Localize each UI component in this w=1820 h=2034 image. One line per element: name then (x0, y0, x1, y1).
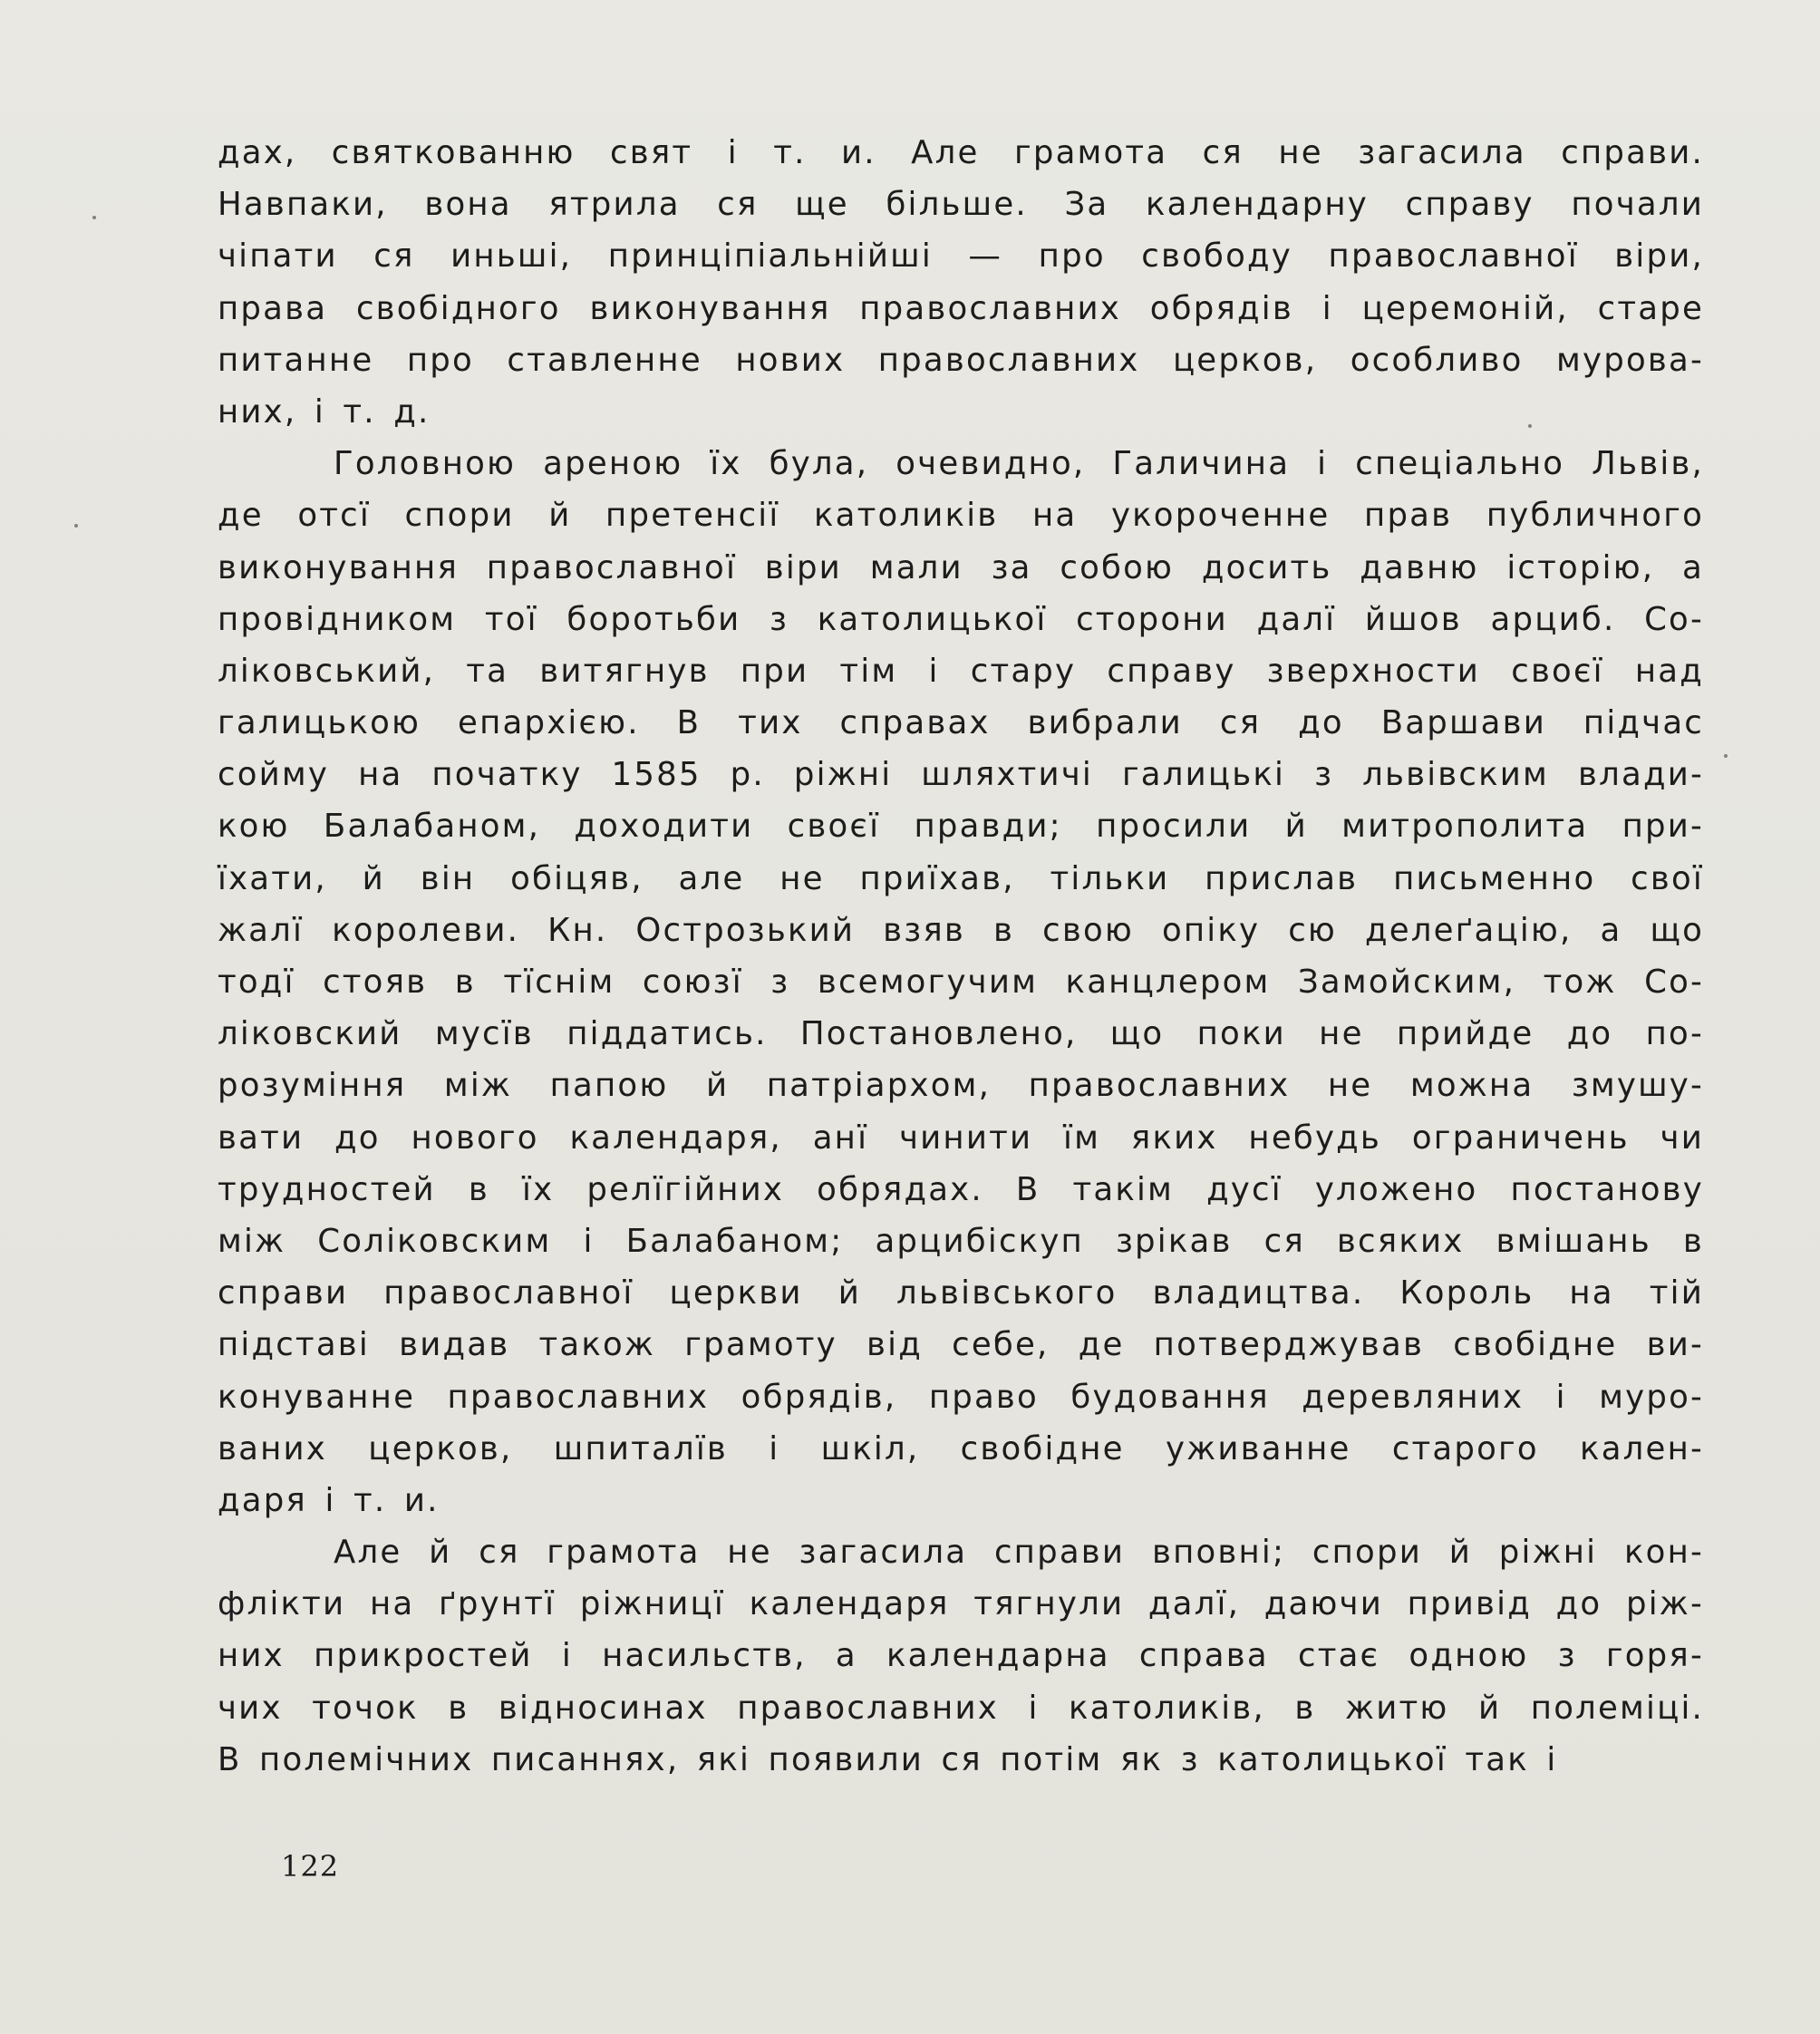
paragraph (218, 127, 1704, 438)
paragraph (218, 438, 1704, 1526)
text-line: Головною ареною їх була, очевидно, Галичина і спеціально Львів, (334, 445, 1704, 483)
text-line: чіпати ся иньші, принціпіальнійші — про свободу православної віри, (218, 237, 1704, 276)
text-line: ваних церков, шпиталїв і шкіл, свобідне уживанне старого кален- (218, 1429, 1704, 1467)
text-line: ліковський, та витягнув при тім і стару справу зверхности своєї над (218, 652, 1704, 690)
text-line: Але й ся грамота не загасила справи вповні; спори й ріжні кон- (334, 1534, 1704, 1572)
text-line: їхати, й він обіцяв, але не приїхав, тільки прислав письменно свої (218, 859, 1704, 897)
text-line: розуміння між папою й патріархом, православних не можна змушу- (218, 1067, 1704, 1105)
text-line: конуванне православних обрядів, право будовання деревляних і муро- (218, 1378, 1704, 1416)
paragraph (218, 1526, 1704, 1786)
text-line: жалї королеви. Кн. Острозький взяв в свою опіку сю делеґацію, а що (218, 911, 1704, 949)
text-line: даря і т. и. (218, 1481, 440, 1519)
text-line: підставі видав також грамоту від себе, де потверджував свобідне ви- (218, 1326, 1704, 1364)
print-speck (1724, 754, 1728, 758)
print-speck (74, 524, 78, 528)
body-text (218, 127, 1704, 1786)
text-line: між Соліковским і Балабаном; арцибіскуп зрікав ся всяких вмішань в (218, 1222, 1704, 1260)
text-line: флікти на ґрунтї ріжницї календаря тягнули далї, даючи привід до ріж- (218, 1585, 1704, 1623)
text-line: вати до нового календаря, анї чинити їм яких небудь ограничень чи (218, 1119, 1704, 1157)
text-line: справи православної церкви й львівського владицтва. Король на тій (218, 1274, 1704, 1312)
text-line: де отсї спори й претенсії католиків на укороченне прав публичного (218, 497, 1704, 535)
text-line: галицькою епархією. В тих справах вибрали ся до Варшави підчас (218, 704, 1704, 742)
text-line: права свобідного виконування православних обрядів і церемоній, старе (218, 289, 1704, 327)
text-line: В полемічних писаннях, які появили ся потім як з католицької так і (218, 1740, 1558, 1778)
text-line: провідником тої боротьби з католицької сторони далї йшов арциб. Со- (218, 600, 1704, 638)
text-line: них, і т. д. (218, 392, 431, 431)
page-number: 122 (281, 1849, 340, 1884)
text-line: дах, святкованню свят і т. и. Але грамота ся не загасила справи. (218, 134, 1704, 171)
text-line: ліковский мусїв піддатись. Постановлено, що поки не прийде до по- (218, 1015, 1704, 1053)
print-speck (1528, 424, 1532, 428)
text-line: кою Балабаном, доходити своєї правди; просили й митрополита при- (218, 808, 1704, 846)
text-line: виконування православної віри мали за собою досить давню історію, а (218, 548, 1704, 586)
text-line: питанне про ставленне нових православних церков, особливо мурова- (218, 341, 1704, 379)
text-line: сойму на початку 1585 р. ріжні шляхтичі галицькі з львівским влади- (218, 756, 1704, 794)
text-line: чих точок в відносинах православних і католиків, в житю й полеміці. (218, 1689, 1704, 1727)
text-line: Навпаки, вона ятрила ся ще більше. За календарну справу почали (218, 186, 1704, 224)
text-line: трудностей в їх релїгійних обрядах. В такім дусї уложено постанову (218, 1170, 1704, 1208)
text-line: них прикростей і насильств, а календарна справа стає одною з горя- (218, 1637, 1704, 1675)
text-line: тодї стояв в тїснім союзї з всемогучим канцлером Замойским, тож Со- (218, 964, 1704, 1001)
print-speck (92, 216, 96, 219)
